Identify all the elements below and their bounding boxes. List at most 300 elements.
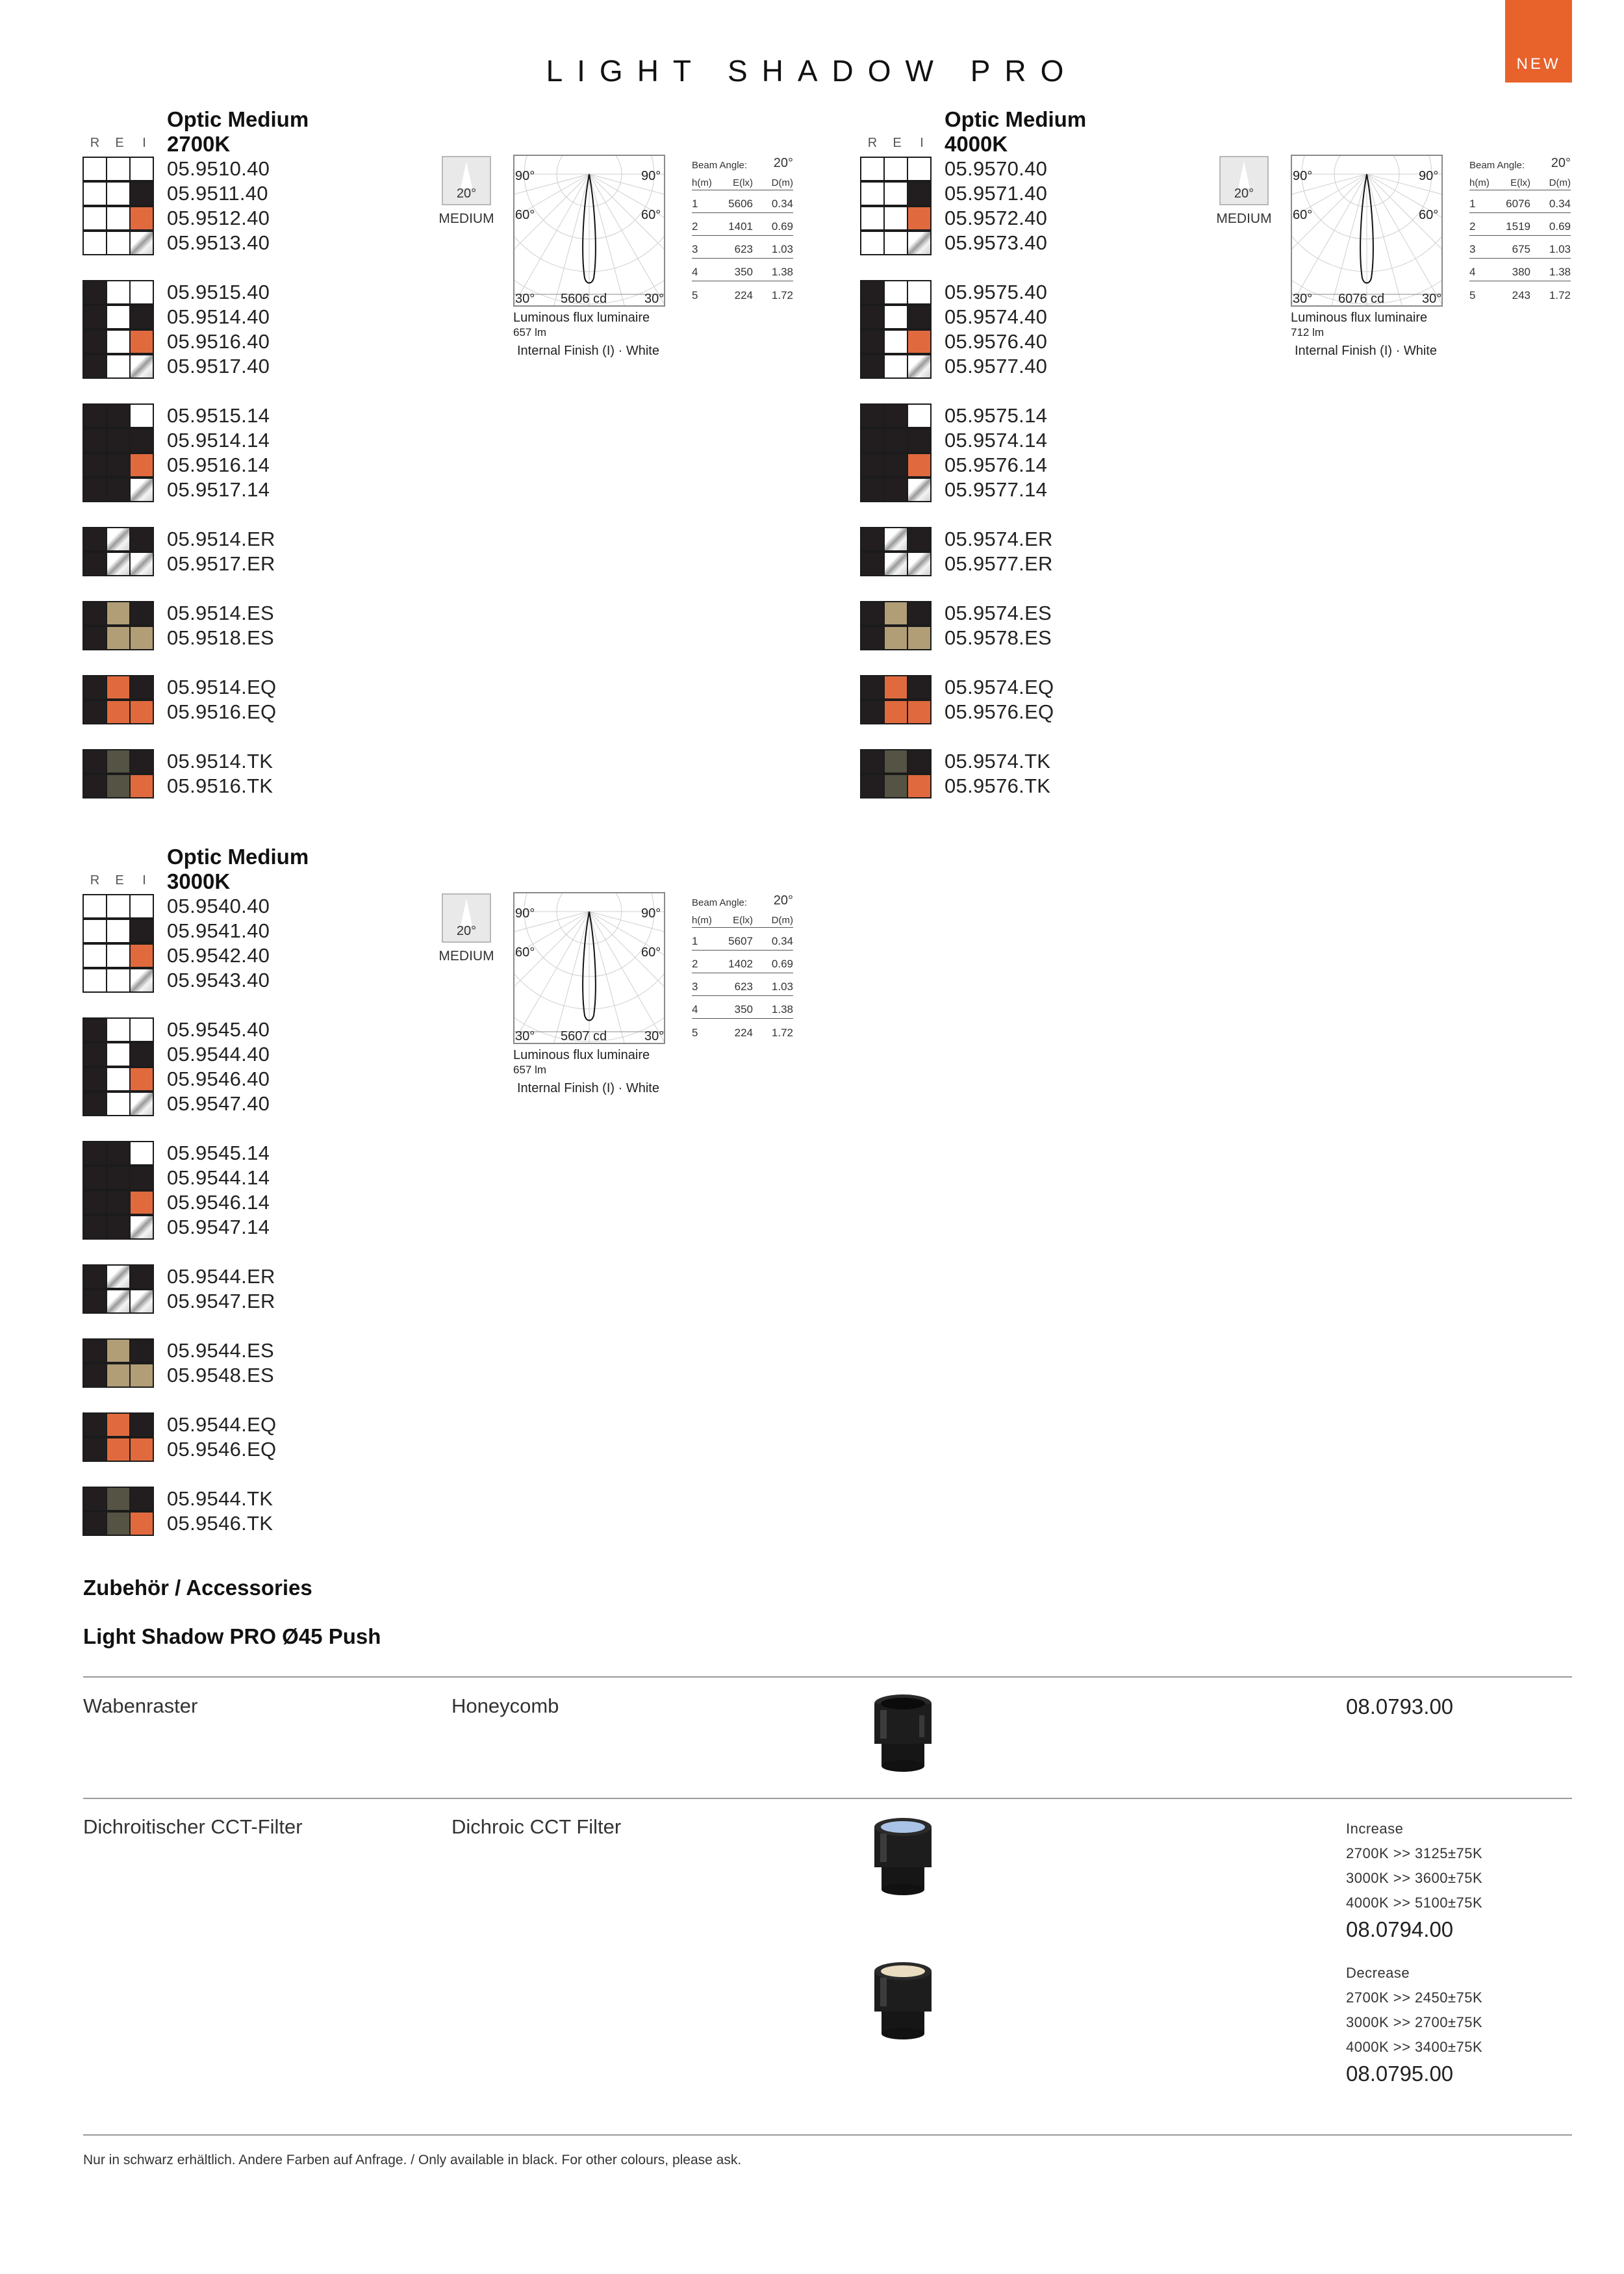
swatch-cell [907,231,932,255]
swatch-cell [129,1487,154,1511]
swatch-cell [129,1190,154,1215]
candela-value: 6076 cd [1338,292,1385,306]
swatch-cell [129,552,154,576]
swatch-cell [907,626,932,650]
swatch-cell [106,919,131,943]
swatch-cell [106,1289,131,1314]
article-code: 05.9543.40 [167,969,270,991]
swatch-cell [82,1017,107,1042]
rei-header [82,873,157,888]
swatch-cell [106,1264,131,1289]
page-title: LIGHT SHADOW PRO [546,54,1078,88]
internal-finish: Internal Finish (I) · White [517,344,659,358]
swatch-cell [883,774,908,798]
article-code-list [167,1141,270,1240]
swatch-row [82,968,153,993]
table-cell: 5606 [728,198,753,210]
article-code: 05.9574.14 [945,429,1048,452]
article-code: 05.9577.14 [945,478,1048,501]
swatch-row [82,1412,153,1437]
group-title-line: 2700K [167,132,231,156]
rei-header [860,136,934,151]
article-code: 05.9517.ER [167,552,275,575]
article-code: 05.9547.14 [167,1216,270,1238]
article-code: 05.9575.14 [945,404,1048,427]
beam-degree: 20° [1234,186,1254,201]
rei-header [82,136,157,151]
article-code: 05.9544.TK [167,1487,273,1510]
table-row [1469,281,1571,304]
flux-label: Luminous flux luminaire [513,1048,650,1062]
finish-swatch-grid [82,894,153,993]
beam-degree: 20° [456,924,477,938]
rei-label: E [893,136,902,150]
swatch-row [82,626,153,650]
angle-label: 90° [1419,169,1439,183]
table-cell: 4 [692,1003,698,1016]
rei-label: I [142,136,146,150]
internal-finish: Internal Finish (I) · White [1295,344,1437,358]
swatch-row [82,478,153,502]
swatch-cell [860,626,885,650]
swatch-row [82,1338,153,1363]
table-row [692,996,793,1019]
swatch-row [82,1289,153,1314]
article-code: 05.9544.40 [167,1043,270,1066]
article-code: 05.9518.ES [167,626,275,649]
table-header: h(m) [692,177,712,188]
accessory-code: 08.0795.00 [1346,2062,1454,2086]
swatch-row [860,329,930,354]
filter-decrease-line: 2700K >> 2450±75K [1346,1989,1483,2006]
article-code: 05.9516.40 [167,330,270,353]
beam-angle-value: 20° [773,893,793,908]
swatch-cell [129,453,154,478]
swatch-cell [106,354,131,379]
swatch-cell [82,601,107,626]
angle-label: 60° [515,945,535,960]
beam-name: MEDIUM [1216,211,1272,226]
table-row [692,951,793,973]
article-code: 05.9578.ES [945,626,1052,649]
swatch-cell [106,453,131,478]
swatch-row [82,280,153,305]
swatch-row [860,675,930,700]
swatch-cell [82,157,107,181]
swatch-row [82,181,153,206]
swatch-row [860,354,930,379]
article-code: 05.9515.40 [167,281,270,303]
table-cell: 0.34 [771,198,793,210]
swatch-cell [82,1092,107,1116]
swatch-cell [907,428,932,453]
swatch-cell [883,675,908,700]
article-code: 05.9516.EQ [167,700,277,723]
swatch-cell [106,428,131,453]
flux-value: 657 lm [513,326,547,339]
swatch-cell [907,749,932,774]
swatch-cell [129,181,154,206]
table-header-row [692,908,793,928]
swatch-cell [82,1412,107,1437]
swatch-cell [860,354,885,379]
swatch-cell [82,280,107,305]
finish-swatch-grid [860,527,930,576]
finish-swatch-grid [82,1264,153,1314]
accessory-name-de: Dichroitischer CCT-Filter [83,1815,303,1838]
article-code: 05.9510.40 [167,157,270,180]
group-title-line: 4000K [945,132,1008,156]
swatch-cell [129,428,154,453]
filter-increase-label: Increase [1346,1820,1404,1837]
table-cell: 2 [1469,220,1476,233]
finish-swatch-grid [82,675,153,724]
swatch-row [860,231,930,255]
beam-angle-label: Beam Angle: [1469,160,1525,171]
swatch-cell [907,478,932,502]
table-header-row [692,171,793,190]
table-cell: 1 [692,935,698,947]
beam-degree: 20° [456,186,477,201]
swatch-cell [106,1412,131,1437]
article-code-list [945,280,1047,379]
swatch-cell [82,1067,107,1092]
table-cell: 2 [692,958,698,970]
swatch-cell [883,527,908,552]
flux-label: Luminous flux luminaire [1291,311,1428,325]
swatch-cell [129,675,154,700]
table-cell: 0.69 [771,958,793,970]
table-cell: 1402 [728,958,753,970]
article-code: 05.9514.40 [167,305,270,328]
swatch-cell [82,1289,107,1314]
flux-label: Luminous flux luminaire [513,311,650,325]
article-code-list [167,601,274,650]
swatch-row [82,1363,153,1388]
swatch-row [82,1437,153,1462]
finish-swatch-grid [860,675,930,724]
swatch-row [82,943,153,968]
swatch-row [82,354,153,379]
swatch-cell [106,1166,131,1190]
angle-label: 60° [641,945,661,960]
swatch-cell [82,403,107,428]
group-title-line: Optic Medium [167,107,309,131]
article-code: 05.9516.TK [167,774,273,797]
filter-increase-line: 2700K >> 3125±75K [1346,1845,1483,1861]
swatch-cell [106,231,131,255]
finish-swatch-grid [860,749,930,798]
swatch-cell [883,749,908,774]
finish-swatch-grid [82,1487,153,1536]
swatch-cell [106,601,131,626]
swatch-cell [129,1437,154,1462]
product-group [860,107,1575,822]
swatch-row [82,329,153,354]
angle-label: 90° [515,906,535,921]
swatch-cell [883,305,908,329]
article-code: 05.9517.40 [167,355,270,377]
accessory-code: 08.0794.00 [1346,1917,1454,1941]
swatch-cell [129,354,154,379]
swatch-cell [82,527,107,552]
illuminance-table [692,151,793,304]
article-code: 05.9544.ER [167,1265,275,1288]
article-code: 05.9577.40 [945,355,1048,377]
swatch-row [82,1190,153,1215]
swatch-row [82,1141,153,1166]
article-code: 05.9546.TK [167,1512,273,1535]
finish-swatch-grid [860,280,930,379]
swatch-cell [82,181,107,206]
finish-swatch-grid [82,749,153,798]
divider [83,1676,1572,1678]
swatch-cell [82,749,107,774]
swatch-cell [883,231,908,255]
angle-label: 30° [515,292,535,306]
angle-label: 60° [641,208,661,222]
table-row [692,236,793,259]
article-code: 05.9571.40 [945,182,1048,205]
angle-label: 90° [515,169,535,183]
article-code: 05.9547.ER [167,1290,275,1312]
swatch-row [82,675,153,700]
swatch-cell [129,774,154,798]
article-code-list [945,403,1047,502]
swatch-cell [860,329,885,354]
swatch-cell [106,1437,131,1462]
swatch-cell [883,354,908,379]
swatch-cell [106,700,131,724]
swatch-cell [907,453,932,478]
swatch-cell [82,1487,107,1511]
swatch-cell [82,1338,107,1363]
swatch-cell [883,280,908,305]
article-code: 05.9576.TK [945,774,1051,797]
swatch-cell [860,157,885,181]
table-cell: 5607 [728,935,753,947]
article-code-list [945,601,1052,650]
article-code: 05.9540.40 [167,895,270,917]
swatch-cell [129,231,154,255]
article-code: 05.9545.14 [167,1142,270,1164]
swatch-cell [860,453,885,478]
article-code: 05.9576.40 [945,330,1048,353]
divider [83,2134,1572,2136]
accessories-heading: Zubehör / Accessories [83,1576,312,1600]
article-code: 05.9515.14 [167,404,270,427]
article-code: 05.9574.EQ [945,676,1054,698]
beam-angle-row [692,151,793,171]
beam-name: MEDIUM [438,211,494,226]
beam-icon [442,893,491,943]
swatch-cell [129,1092,154,1116]
internal-finish: Internal Finish (I) · White [517,1081,659,1095]
table-cell: 0.69 [771,220,793,233]
beam-angle-value: 20° [773,156,793,170]
swatch-cell [106,1363,131,1388]
rei-label: R [90,136,100,150]
swatch-cell [860,700,885,724]
beam-cone-icon [461,899,472,926]
article-code: 05.9570.40 [945,157,1048,180]
article-code: 05.9575.40 [945,281,1048,303]
swatch-row [82,157,153,181]
swatch-row [82,1487,153,1511]
swatch-cell [106,1511,131,1536]
swatch-cell [860,552,885,576]
article-code-list [167,749,273,798]
swatch-cell [883,478,908,502]
article-code: 05.9548.ES [167,1364,275,1386]
angle-label: 30° [1293,292,1313,306]
swatch-cell [106,478,131,502]
swatch-cell [106,403,131,428]
swatch-cell [82,675,107,700]
swatch-row [860,552,930,576]
table-row [692,213,793,236]
table-cell: 6076 [1506,198,1530,210]
swatch-cell [82,626,107,650]
swatch-cell [82,453,107,478]
swatch-cell [82,478,107,502]
article-code: 05.9572.40 [945,207,1048,229]
swatch-cell [860,675,885,700]
swatch-cell [129,1017,154,1042]
table-cell: 4 [692,266,698,278]
swatch-cell [82,1042,107,1067]
swatch-cell [106,305,131,329]
group-title-line: Optic Medium [167,845,309,869]
finish-swatch-grid [82,527,153,576]
finish-swatch-grid [860,157,930,255]
table-cell: 5 [692,289,698,301]
angle-label: 60° [1293,208,1313,222]
finish-swatch-grid [82,403,153,502]
swatch-row [82,601,153,626]
swatch-cell [82,1141,107,1166]
swatch-cell [106,626,131,650]
article-code-list [167,280,270,379]
swatch-cell [129,403,154,428]
table-cell: 0.69 [1549,220,1571,233]
table-cell: 1.03 [771,980,793,993]
beam-cone-icon [1238,161,1250,188]
article-code: 05.9544.ES [167,1339,275,1362]
table-cell: 0.34 [771,935,793,947]
swatch-cell [129,943,154,968]
article-code: 05.9546.40 [167,1067,270,1090]
table-cell: 1 [692,198,698,210]
swatch-cell [129,601,154,626]
article-code-list [167,1412,276,1462]
angle-label: 30° [644,1029,665,1043]
swatch-cell [883,552,908,576]
swatch-row [82,894,153,919]
candela-value: 5606 cd [561,292,607,306]
swatch-row [82,453,153,478]
article-code: 05.9516.14 [167,454,270,476]
swatch-cell [106,206,131,231]
article-code: 05.9512.40 [167,207,270,229]
table-cell: 3 [692,243,698,255]
swatch-cell [106,1190,131,1215]
swatch-cell [82,329,107,354]
beam-icon [442,156,491,205]
swatch-cell [860,305,885,329]
flux-value: 712 lm [1291,326,1325,339]
accessory-name-en: Dichroic CCT Filter [451,1815,622,1838]
beam-angle-value: 20° [1551,156,1571,170]
swatch-cell [129,1042,154,1067]
swatch-cell [883,181,908,206]
swatch-row [860,403,930,428]
filter-decrease-label: Decrease [1346,1965,1410,1981]
swatch-row [82,1511,153,1536]
table-cell: 350 [734,1003,753,1016]
swatch-cell [129,700,154,724]
swatch-cell [907,552,932,576]
angle-label: 30° [515,1029,535,1043]
angle-label: 60° [1419,208,1439,222]
swatch-cell [883,206,908,231]
swatch-row [860,428,930,453]
swatch-cell [129,478,154,502]
swatch-row [82,1092,153,1116]
swatch-row [82,428,153,453]
swatch-cell [129,1511,154,1536]
swatch-cell [907,774,932,798]
swatch-cell [907,329,932,354]
swatch-cell [82,1437,107,1462]
swatch-cell [106,527,131,552]
table-cell: 3 [1469,243,1476,255]
article-code-list [167,157,270,255]
table-row [692,190,793,213]
swatch-row [860,527,930,552]
article-code: 05.9574.ES [945,602,1052,624]
swatch-cell [129,749,154,774]
swatch-cell [82,1511,107,1536]
finish-swatch-grid [860,601,930,650]
swatch-row [82,403,153,428]
beam-angle-label: Beam Angle: [692,160,748,171]
article-code: 05.9546.14 [167,1191,270,1214]
illuminance-table [1469,151,1571,304]
swatch-cell [106,943,131,968]
table-row [1469,259,1571,281]
group-title [167,107,309,157]
swatch-cell [106,1067,131,1092]
swatch-row [860,626,930,650]
swatch-cell [82,1190,107,1215]
swatch-cell [82,206,107,231]
article-code: 05.9514.EQ [167,676,277,698]
swatch-cell [106,157,131,181]
table-cell: 3 [692,980,698,993]
angle-label: 90° [1293,169,1313,183]
swatch-cell [129,157,154,181]
beam-name: MEDIUM [438,949,494,964]
swatch-cell [129,968,154,993]
swatch-row [82,749,153,774]
swatch-cell [883,601,908,626]
table-header: E(lx) [733,915,753,926]
swatch-cell [106,1017,131,1042]
swatch-cell [82,231,107,255]
table-cell: 1401 [728,220,753,233]
swatch-cell [883,329,908,354]
